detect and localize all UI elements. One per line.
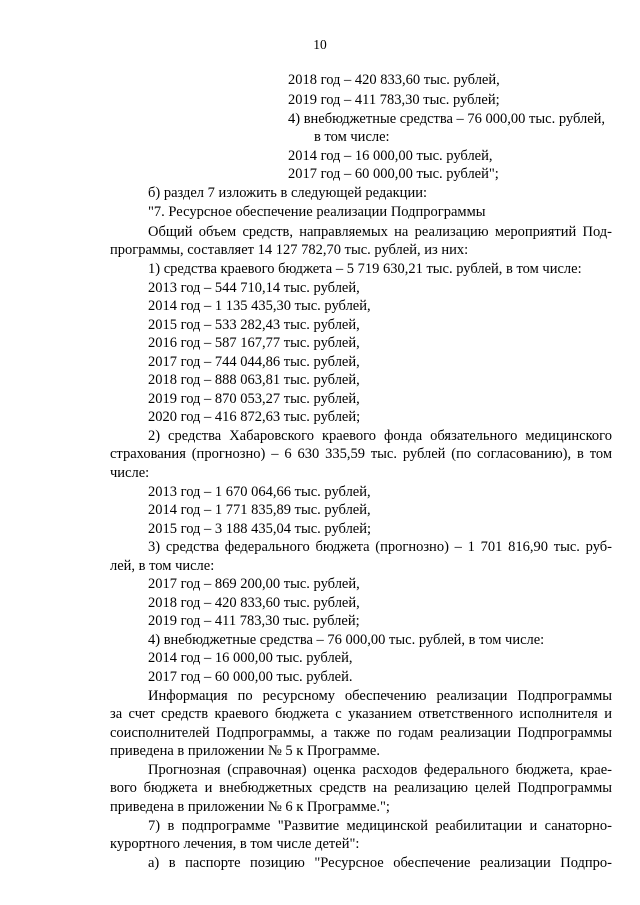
text-line: приведена в приложении № 6 к Программе."; (110, 799, 390, 815)
text-line: 3) средства федерального бюджета (прогнозно) – 1 701 816,90 тыс. руб- (148, 539, 612, 555)
text-line: в том числе: (314, 129, 390, 145)
text-line: 2018 год – 420 833,60 тыс. рублей, (148, 595, 360, 611)
text-line: страхования (прогнозно) – 6 630 335,59 тыс. рублей (по согласованию), в том (110, 446, 612, 462)
text-line: 2016 год – 587 167,77 тыс. рублей, (148, 335, 360, 351)
text-line: 2) средства Хабаровского краевого фонда обязательного медицинского (148, 428, 612, 444)
text-line: 2019 год – 411 783,30 тыс. рублей; (288, 92, 500, 108)
text-line: программы, составляет 14 127 782,70 тыс. рублей, из них: (110, 242, 469, 258)
text-line: соисполнителей Подпрограммы, а также по годам реализации Подпрограммы (110, 725, 612, 741)
text-line: 2014 год – 1 771 835,89 тыс. рублей, (148, 502, 371, 518)
section-heading: "7. Ресурсное обеспечение реализации Подпрограммы (148, 204, 486, 220)
text-line: лей, в том числе: (110, 558, 215, 574)
text-line: 2017 год – 60 000,00 тыс. рублей. (148, 669, 353, 685)
text-line: 2019 год – 411 783,30 тыс. рублей; (148, 613, 360, 629)
text-line: а) в паспорте позицию "Ресурсное обеспечение реализации Подпро- (148, 855, 612, 871)
text-line: 2015 год – 3 188 435,04 тыс. рублей; (148, 521, 372, 537)
text-line: 2018 год – 420 833,60 тыс. рублей, (288, 72, 500, 88)
text-line: 2017 год – 60 000,00 тыс. рублей"; (288, 166, 499, 182)
text-line: 2017 год – 744 044,86 тыс. рублей, (148, 354, 360, 370)
text-line: приведена в приложении № 5 к Программе. (110, 743, 380, 759)
text-line: 2017 год – 869 200,00 тыс. рублей, (148, 576, 360, 592)
text-line: Информация по ресурсному обеспечению реализации Подпрограммы (148, 688, 612, 704)
text-line: 2015 год – 533 282,43 тыс. рублей, (148, 317, 360, 333)
text-line: 2014 год – 16 000,00 тыс. рублей, (288, 148, 493, 164)
text-line: 2013 год – 544 710,14 тыс. рублей, (148, 280, 360, 296)
text-line: числе: (110, 465, 150, 481)
text-line: Прогнозная (справочная) оценка расходов федерального бюджета, крае- (148, 762, 612, 778)
text-line: 2018 год – 888 063,81 тыс. рублей, (148, 372, 360, 388)
text-line: 2013 год – 1 670 064,66 тыс. рублей, (148, 484, 371, 500)
text-line: б) раздел 7 изложить в следующей редакции: (148, 185, 427, 201)
text-line: вого бюджета и внебюджетных средств на реализацию целей Подпрограммы (110, 780, 612, 796)
text-line: 1) средства краевого бюджета – 5 719 630,21 тыс. рублей, в том числе: (148, 261, 582, 277)
text-line: 4) внебюджетные средства – 76 000,00 тыс. рублей, (288, 111, 606, 127)
text-line: 2014 год – 1 135 435,30 тыс. рублей, (148, 298, 371, 314)
text-line: курортного лечения, в том числе детей": (110, 836, 360, 852)
page-number: 10 (313, 37, 327, 52)
text-line: за счет средств краевого бюджета с указанием ответственного исполнителя и (110, 706, 612, 722)
text-line: 4) внебюджетные средства – 76 000,00 тыс. рублей, в том числе: (148, 632, 545, 648)
text-line: 7) в подпрограмме "Развитие медицинской реабилитации и санаторно- (148, 818, 612, 834)
text-line: 2014 год – 16 000,00 тыс. рублей, (148, 650, 353, 666)
text-line: Общий объем средств, направляемых на реализацию мероприятий Под- (148, 224, 612, 240)
text-line: 2019 год – 870 053,27 тыс. рублей, (148, 391, 360, 407)
text-line: 2020 год – 416 872,63 тыс. рублей; (148, 409, 361, 425)
